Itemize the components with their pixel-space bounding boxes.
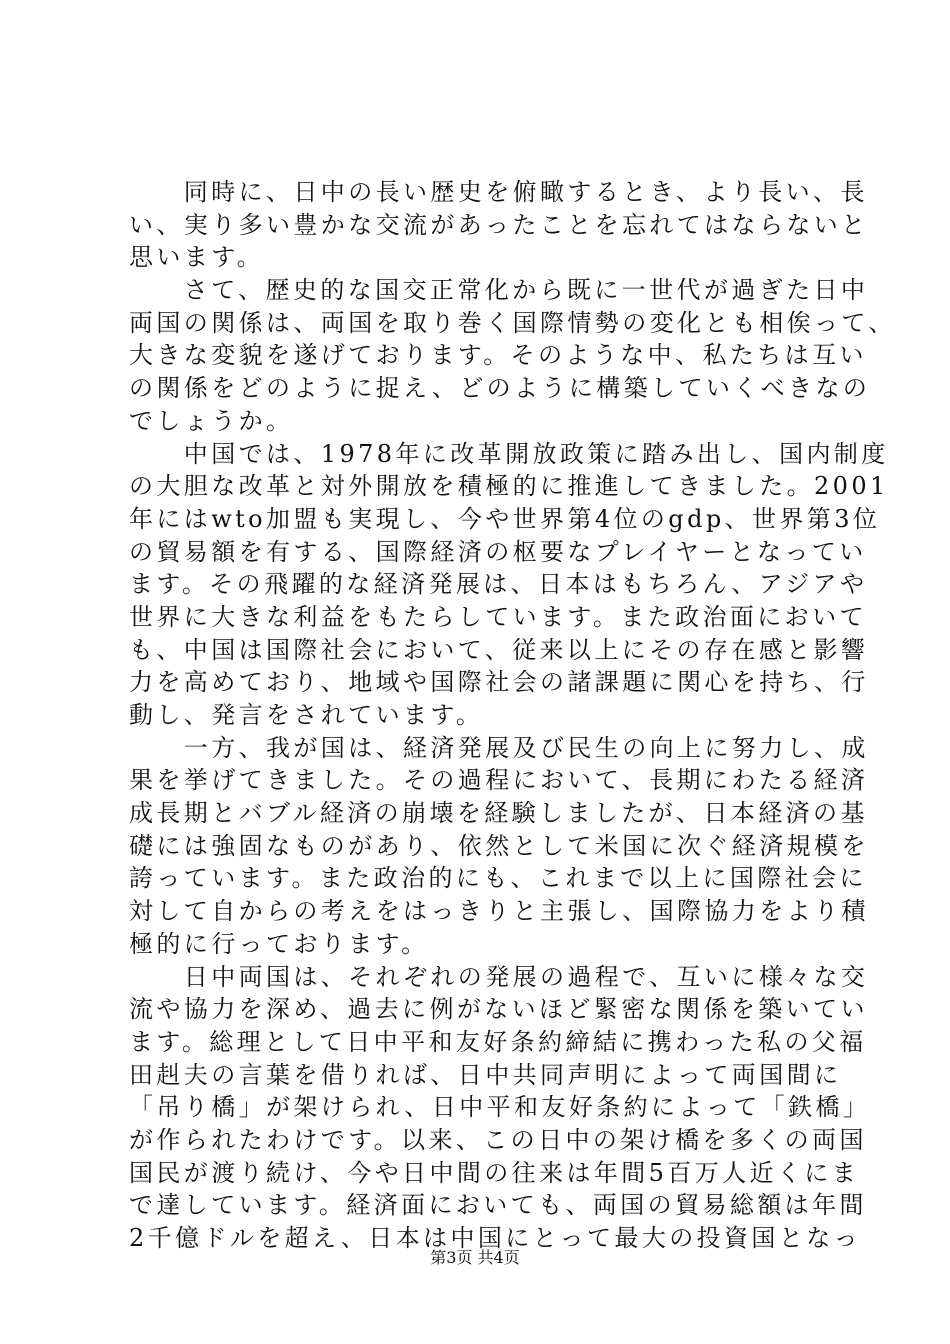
text-line: 2千億ドルを超え、日本は中国にとって最大の投資国となっ <box>129 1224 862 1252</box>
text-line: さて、歴史的な国交正常化から既に一世代が過ぎた日中 <box>129 276 869 305</box>
text-line: 年にはwto加盟も実現し、今や世界第4位のgdp、世界第3位 <box>129 504 881 533</box>
text-line: も、中国は国際社会において、従来以上にその存在感と影響 <box>129 635 869 664</box>
text-line: で達しています。経済面においても、両国の貿易総額は年間 <box>129 1191 867 1220</box>
text-line: 一方、我が国は、経済発展及び民生の向上に努力し、成 <box>129 733 869 762</box>
text-line: 礎には強固なものがあり、依然として米国に次ぐ経済規模を <box>129 831 869 860</box>
text-line: 同時に、日中の長い歴史を俯瞰するとき、より長い、長 <box>129 178 868 206</box>
text-line: ます。総理として日中平和友好条約締結に携わった私の父福 <box>129 1027 867 1056</box>
text-line: い、実り多い豊かな交流があったことを忘れてはならないと <box>129 210 869 239</box>
page-footer: 第3页 共4页 <box>430 1248 520 1267</box>
text-line: 果を挙げてきました。その過程において、長期にわたる経済 <box>129 766 869 795</box>
text-line: 極的に行っております。 <box>129 929 429 958</box>
text-line: が作られたわけです。以来、この日中の架け橋を多くの両国 <box>129 1125 867 1154</box>
text-line: の貿易額を有する、国際経済の枢要なプレイヤーとなってい <box>129 537 867 566</box>
text-line: の関係をどのように捉え、どのように構築していくべきなの <box>129 374 871 403</box>
text-line: 思います。 <box>129 243 265 272</box>
text-line: ます。その飛躍的な経済発展は、日本はもちろん、アジアや <box>129 570 868 599</box>
text-line: 「吊り橋」が架けられ、日中平和友好条約によって「鉄橋」 <box>129 1093 871 1122</box>
text-line: の大胆な改革と対外開放を積極的に推進してきました。2001 <box>129 472 889 501</box>
text-line: 対して自からの考えをはっきりと主張し、国際協力をより積 <box>129 897 869 926</box>
text-line: 動し、発言をされています。 <box>129 701 484 729</box>
text-line: 中国では、1978年に改革開放政策に踏み出し、国内制度 <box>129 439 889 468</box>
text-line: 田赳夫の言葉を借りれば、日中共同声明によって両国間に <box>129 1060 842 1089</box>
text-line: 大きな変貌を遂げております。そのような中、私たちは互い <box>129 341 867 370</box>
body-text <box>129 176 896 1255</box>
text-line: 世界に大きな利益をもたらしています。また政治面において <box>129 602 867 631</box>
text-line: 誇っています。また政治的にも、これまで以上に国際社会に <box>129 864 867 893</box>
text-line: 国民が渡り続け、今や日中間の往来は年間5百万人近くにま <box>129 1158 860 1187</box>
text-line: 成長期とバブル経済の崩壊を経験しましたが、日本経済の基 <box>129 799 868 828</box>
text-line: 日中両国は、それぞれの発展の過程で、互いに様々な交 <box>129 962 869 991</box>
text-line: でしょうか。 <box>129 406 294 435</box>
text-line: 力を高めており、地域や国際社会の諸課題に関心を持ち、行 <box>129 668 869 697</box>
text-line: 流や協力を深め、過去に例がないほど緊密な関係を築いてい <box>129 995 868 1024</box>
text-line: 両国の関係は、両国を取り巻く国際情勢の変化とも相俟って、 <box>129 308 896 337</box>
